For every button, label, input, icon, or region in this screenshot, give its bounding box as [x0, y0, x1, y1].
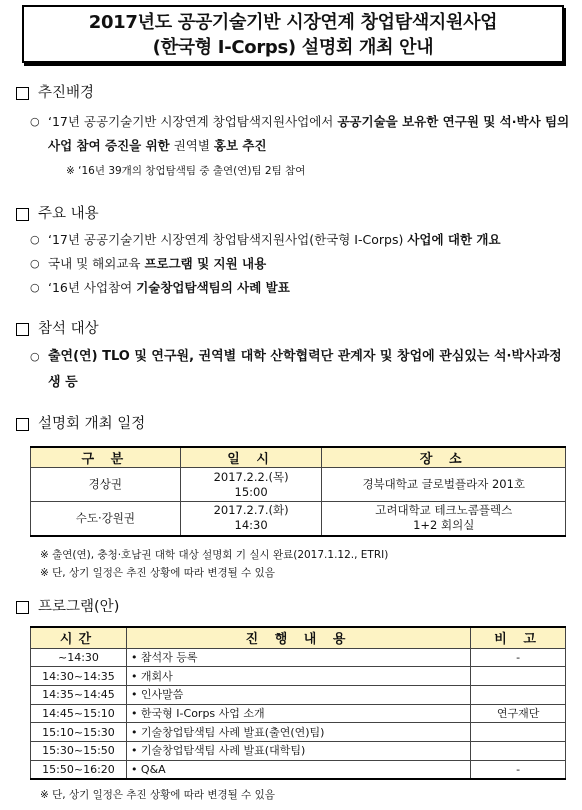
circle-bullet-icon: ○: [30, 115, 40, 128]
table-row: 15:50~16:20 • Q&A -: [31, 760, 566, 779]
schedule-notes: [16, 546, 572, 582]
program-note: [16, 786, 572, 804]
checkbox-square-icon: [16, 323, 29, 336]
table-row: 14:30~14:35 • 개회사: [31, 667, 566, 686]
table-row: 14:35~14:45 • 인사말씀: [31, 685, 566, 704]
document-title: [22, 5, 564, 63]
checkbox-square-icon: [16, 208, 29, 221]
column-header: 시간: [31, 627, 127, 648]
table-row: 14:45~15:10 • 한국형 I-Corps 사업 소개 연구재단: [31, 704, 566, 723]
list-item: ○ ‘17년 공공기술기반 시장연계 창업탐색지원사업에서 공공기술을 보유한 연구원 및 석·박사 팀의 사업 참여 증진을 위한 권역별 홍보 추진: [16, 110, 572, 158]
schedule-table: [30, 446, 566, 537]
checkbox-square-icon: [16, 418, 29, 431]
table-row: 수도·강원권 2017.2.7.(화) 14:30 고려대학교 테크노콤플렉스 1+2 회의실: [31, 502, 566, 536]
section-heading: 프로그램(안): [38, 599, 120, 615]
footnote: ※ 단, 상기 일정은 추진 상황에 따라 변경될 수 있음: [40, 567, 275, 579]
table-row: 15:30~15:50 • 기술창업탐색팀 사례 발표(대학팀): [31, 741, 566, 760]
column-header: 구 분: [31, 447, 181, 468]
circle-bullet-icon: ○: [30, 281, 40, 294]
footnote: ※ 출연(연), 충청·호남권 대학 대상 설명회 기 실시 완료(2017.1.12., ETRI): [40, 549, 389, 561]
list-item: ○ 국내 및 해외교육 프로그램 및 지원 내용: [16, 252, 572, 276]
title-line-1: 2017년도 공공기술기반 시장연계 창업탐색지원사업: [88, 12, 498, 33]
circle-bullet-icon: ○: [30, 233, 40, 246]
list-item: ○ ‘16년 사업참여 기술창업탐색팀의 사례 발표: [16, 276, 572, 300]
section-heading: 주요 내용: [38, 206, 99, 222]
title-line-2: (한국형 I-Corps) 설명회 개최 안내: [152, 37, 434, 58]
section-schedule: [16, 413, 572, 435]
list-item: ○ ‘17년 공공기술기반 시장연계 창업탐색지원사업(한국형 I-Corps) 사업에 대한 개요: [16, 228, 572, 252]
circle-bullet-icon: ○: [30, 350, 40, 363]
section-contents: [16, 203, 572, 300]
column-header: 일 시: [180, 447, 322, 468]
section-program: [16, 596, 572, 618]
circle-bullet-icon: ○: [30, 257, 40, 270]
table-row: ~14:30 • 참석자 등록 -: [31, 648, 566, 667]
section-heading: 참석 대상: [38, 321, 99, 337]
section-heading: 설명회 개최 일정: [38, 416, 146, 432]
column-header: 비 고: [471, 627, 566, 648]
section-attendees: [16, 318, 572, 396]
footnote: ※ ‘16년 39개의 창업탐색팀 중 출연(연)팀 2팀 참여: [66, 165, 306, 177]
footnote: ※ 단, 상기 일정은 추진 상황에 따라 변경될 수 있음: [40, 789, 275, 801]
section-heading: 추진배경: [38, 85, 95, 101]
column-header: 장 소: [322, 447, 566, 468]
checkbox-square-icon: [16, 87, 29, 100]
checkbox-square-icon: [16, 601, 29, 614]
program-table: [30, 626, 566, 780]
section-background: [16, 82, 572, 180]
list-item: ○ 출연(연) TLO 및 연구원, 권역별 대학 산학협력단 관계자 및 창업에 관심있는 석·박사과정생 등: [16, 344, 572, 396]
table-row: 경상권 2017.2.2.(목) 15:00 경북대학교 글로벌플라자 201호: [31, 468, 566, 502]
column-header: 진 행 내 용: [126, 627, 470, 648]
table-row: 15:10~15:30 • 기술창업탐색팀 사례 발표(출연(연)팀): [31, 723, 566, 742]
